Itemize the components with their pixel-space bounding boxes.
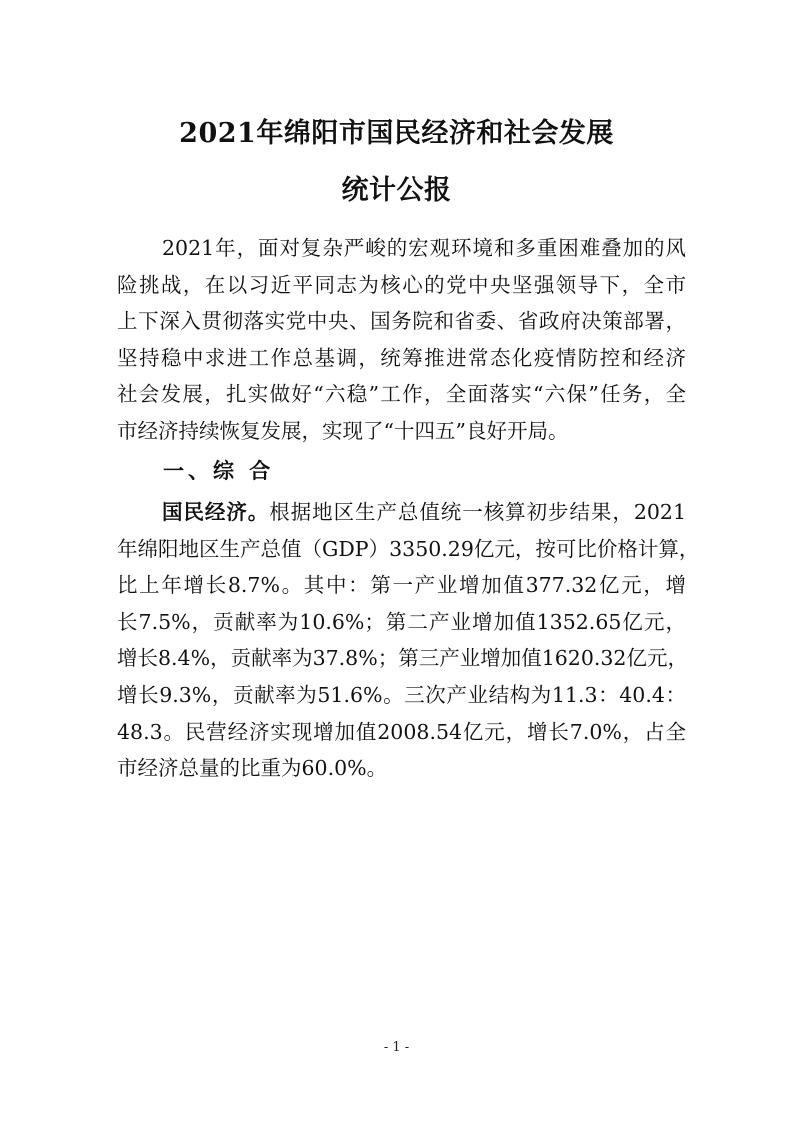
economy-first-line <box>117 495 686 532</box>
economy-line: 48.3。民营经济实现增加值2008.54亿元，增长7.0%，占全 <box>117 719 686 744</box>
economy-line: 市经济总量的比重为60.0%。 <box>117 756 388 781</box>
intro-line: 上下深入贯彻落实党中央、国务院和省委、省政府决策部署， <box>117 309 686 334</box>
document-title-line-2: 统计公报 <box>341 175 452 206</box>
economy-line: 比上年增长8.7%。其中：第一产业增加值377.32亿元，增 <box>117 573 686 598</box>
intro-paragraph <box>117 231 686 451</box>
intro-line: 坚持稳中求进工作总基调，统筹推进常态化疫情防控和经济 <box>117 345 686 370</box>
intro-line: 市经济持续恢复发展，实现了“十四五”良好开局。 <box>117 418 569 443</box>
economy-first-line-text: 根据地区生产总值统一核算初步结果，2021 <box>269 500 686 524</box>
document-title-line-1: 2021年绵阳市国民经济和社会发展 <box>179 118 614 149</box>
intro-line: 2021年，面对复杂严峻的宏观环境和多重困难叠加的风 <box>162 236 686 260</box>
intro-line: 社会发展，扎实做好“六稳”工作，全面落实“六保”任务，全 <box>117 382 686 407</box>
intro-line: 险挑战，在以习近平同志为核心的党中央坚强领导下，全市 <box>117 272 686 297</box>
section-heading: 一、综 合 <box>163 459 275 483</box>
economy-line: 年绵阳地区生产总值（GDP）3350.29亿元，按可比价格计算， <box>117 536 700 561</box>
economy-lead: 国民经济。 <box>162 500 270 524</box>
economy-line: 长7.5%，贡献率为10.6%；第二产业增加值1352.65亿元， <box>117 609 686 634</box>
economy-paragraph <box>117 495 700 788</box>
page-number: - 1 - <box>383 1040 410 1055</box>
economy-line: 增长8.4%，贡献率为37.8%；第三产业增加值1620.32亿元， <box>117 646 688 671</box>
economy-line: 增长9.3%，贡献率为51.6%。三次产业结构为11.3：40.4： <box>117 682 686 707</box>
